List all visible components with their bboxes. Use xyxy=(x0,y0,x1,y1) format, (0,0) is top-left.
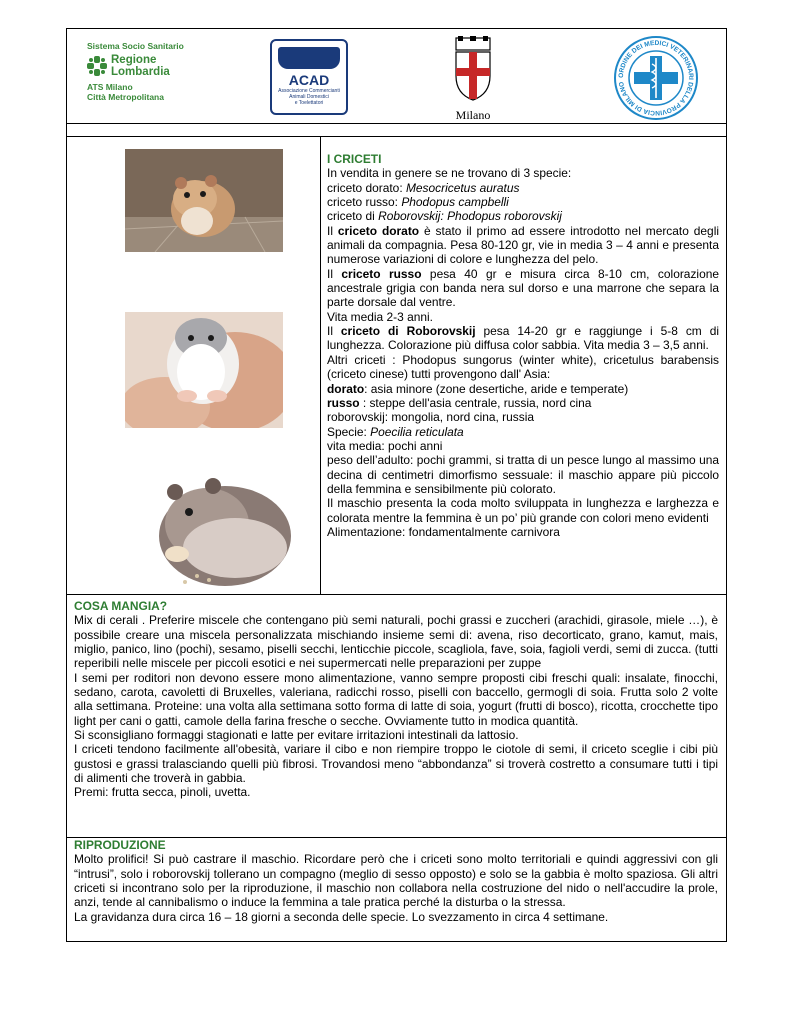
species-roborovskij: criceto di Roborovskij: Phodopus roborovskij xyxy=(327,209,562,224)
acad-logo xyxy=(270,39,348,115)
cosa-mangia-heading: COSA MANGIA? xyxy=(74,599,168,613)
mangia-p4: I criceti tendono facilmente all'obesità, variare il cibo e non riempire troppo le ciotole di semi, il criceto sceglie i cibi più gustosi e grassi tralasciando quelli più fibrosi. Trovandosi meno “abbondanza” si troverà costretto a consumare tutti i tipi di alimenti che troverà in gabbia. xyxy=(74,742,718,786)
origin-russo: russo : steppe dell'asia centrale, russia, nord cina xyxy=(327,395,592,410)
species-dorato: criceto dorato: Mesocricetus auratus xyxy=(327,180,520,195)
milano-caption: Milano xyxy=(455,108,491,122)
robo-paragraph: Il criceto di Roborovskij pesa 14-20 gr e raggiunge i 5-8 cm di lunghezza. Colorazione più diffusa color sabbia. Vita media 3 – 3,5 anni. xyxy=(327,324,719,353)
cosa-mangia-section xyxy=(74,599,718,800)
dorato-paragraph: Il criceto dorato è stato il primo ad essere introdotto nel mercato degli animali da compagnia. Pesa 80-120 gr, vie in media 3 – 4 anni e presenta numerose variazioni di colore e lunghezza del pelo. xyxy=(327,223,719,267)
column-divider xyxy=(320,137,321,594)
acad-title: ACAD xyxy=(288,72,330,88)
mangia-p5: Premi: frutta secca, pinoli, uvetta. xyxy=(74,785,251,800)
alimentazione-line: Alimentazione: fondamentalmente carnivora xyxy=(327,524,560,539)
vita-pochi-anni: vita media: pochi anni xyxy=(327,438,443,453)
ordine-veterinari-logo xyxy=(614,36,698,120)
regione-brand xyxy=(87,54,187,78)
ats-line1: ATS Milano xyxy=(87,82,133,92)
peso-paragraph: peso dell’adulto: pochi grammi, si tratta di un pesce lungo al massimo una decina di centimetri dimorfismo sessuale: il maschio appare più piccolo della femmina e sensibilmente più colorato. xyxy=(327,453,719,496)
criceti-text-block xyxy=(327,152,719,539)
hamster-dorato-photo xyxy=(125,149,283,252)
origin-roborovskij: roborovskij: mongolia, nord cina, russia xyxy=(327,410,535,425)
hamster-roborovskij-photo xyxy=(137,456,299,588)
document-frame xyxy=(66,28,727,942)
milano-logo xyxy=(448,36,498,122)
mangia-p2: I semi per roditori non devono essere mono alimentazione, vanno sempre proposti cibi freschi quali: insalate, finocchi, sedano, carota, cavoletti di Bruxelles, valeriana, radicchi rosso, piselli con baccello, germogli di soia. Frutta solo 2 volte alla settimana. Proteine: una volta alla settimana sotto forma di latte di soia, yogurt (frutti di bosco), ricotta, crocchette tipo light per cani o gatti, camole della farina fresche o secche. Ovviamente tutto in modica quantità. xyxy=(74,670,718,728)
empty-row-divider xyxy=(67,136,726,137)
ordine-seal-icon xyxy=(614,36,698,120)
ark-icon xyxy=(278,47,340,69)
ats-line2: Città Metropolitana xyxy=(87,92,164,102)
specie-line: Specie: Poecilia reticulata xyxy=(327,424,464,439)
ordine-ring-text: ORDINE DEI MEDICI VETERINARI DELLA PROVINCIA DI MILANO xyxy=(617,39,695,117)
acad-sub3: e Toelettatori xyxy=(294,100,324,106)
header-divider xyxy=(67,123,726,124)
regione-brand-line1: Regione xyxy=(111,54,157,66)
riproduzione-heading: RIPRODUZIONE xyxy=(74,838,166,852)
species-russo: criceto russo: Phodopus campbelli xyxy=(327,195,509,210)
riproduzione-p2: La gravidanza dura circa 16 – 18 giorni a seconda delle specie. Lo svezzamento in circa 4 settimane. xyxy=(74,909,609,924)
riproduzione-p1: Molto prolifici! Si può castrare il maschio. Ricordare però che i criceti sono molto territoriali e quindi aggressivi con gli “intrusi”, solo i roborovskij tollerano un compagno (meglio di sesso opposto) e solo se la gabbia è molto spaziosa. Gli altri criceti si incontrano solo per la riproduzione, il maschio non collabora nella costruzione del nido o nell'accudire la prole, anzi, tende al cannibalismo o induce la femmina a tale pratica perché la disturba o la stressa. xyxy=(74,852,718,910)
regione-rose-icon xyxy=(87,56,107,76)
criceti-section-divider xyxy=(67,594,726,595)
regione-top-line: Sistema Socio Sanitario xyxy=(87,41,184,51)
maschio-paragraph: Il maschio presenta la coda molto sviluppata in lunghezza e larghezza e colorata mentre la femmina è un po’ più grande con colori meno evidenti xyxy=(327,496,719,525)
milano-crest-icon xyxy=(448,36,498,102)
origin-dorato: dorato: asia minore (zone desertiche, aride e temperate) xyxy=(327,381,629,396)
riproduzione-section xyxy=(74,838,718,924)
altri-criceti: Altri criceti : Phodopus sungorus (winter white), cricetulus barabensis (criceto cinese) tutti provengono dall' Asia: xyxy=(327,352,719,382)
mangia-p1: Mix di cerali . Preferire miscele che contengano più semi naturali, pochi grassi e zuccheri (arachidi, girasole, miele …), è possibile creare una miscela personalizzata mischiando insieme semi di: avena, riso decorticato, grano, kamut, mais, miglio, panico, lino (pochi), sesamo, piselli secchi, lenticchie piccole, scagliola, fave, soia, fagioli verdi, semi di zucca. (tutti reperibili nelle miscele per piccoli esotici e nei supermercati nelle preparazioni per zuppe xyxy=(74,613,718,671)
criceti-heading: I CRICETI xyxy=(327,152,382,166)
acad-sub1: Associazione Commercianti xyxy=(278,88,340,94)
vita-media: Vita media 2-3 anni. xyxy=(327,309,433,324)
criceti-intro: In vendita in genere se ne trovano di 3 specie: xyxy=(327,166,572,181)
regione-brand-line2: Lombardia xyxy=(111,66,170,78)
mangia-p3: Si sconsigliano formaggi stagionati e latte per evitare irritazioni intestinali da lattosio. xyxy=(74,728,519,743)
hamster-russo-photo xyxy=(125,312,283,428)
russo-paragraph: Il criceto russo pesa 40 gr e misura circa 8-10 cm, colorazione ancestrale grigia con banda nera sul dorso e una marrone che separa la parte dorsale dal ventre. xyxy=(327,266,719,310)
acad-sub2: Animali Domestici xyxy=(289,94,329,100)
regione-lombardia-logo xyxy=(87,41,187,106)
